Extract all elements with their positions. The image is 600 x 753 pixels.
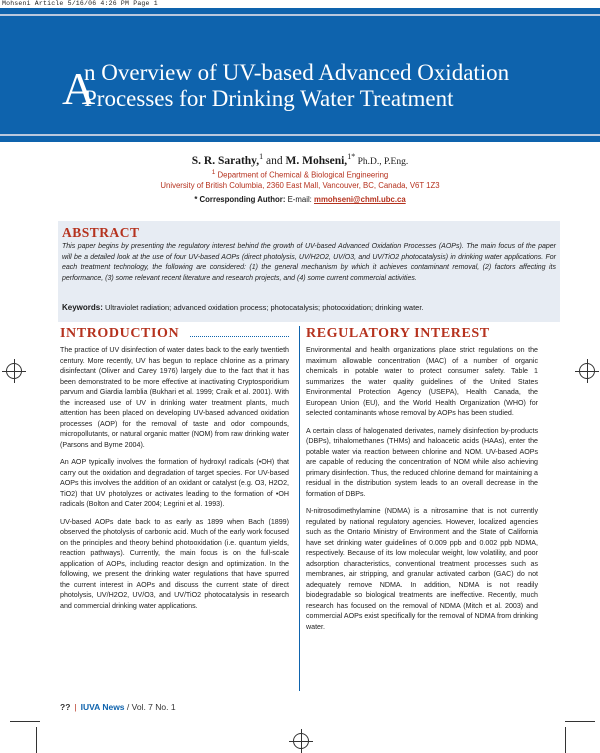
journal-volume: / Vol. 7 No. 1: [124, 702, 176, 712]
registration-mark-left-icon: [6, 363, 22, 379]
author-line: [0, 152, 600, 167]
introduction-paragraph-1: The practice of UV disinfection of water dates back to the early twentieth century. More recently, UV has begun to replace chlorine as a primary disinfectant (Oliver and Carey 1976) largely due to the fact that it has been demonstrated to be more effective at inactivating Cryptosporidium parvum and Giardia lamblia (Bukhari et al. 1999; Craik et al. 2001). With the increased use of UV in drinking water treatment plants, much attention has been placed on developing UV-based advanced oxidation processes (AOP) for the removal of taste and odor compounds, micropollutants, or natural organic matter (NOM) from raw drinking water (Parsons and Byrne 2004).: [60, 346, 289, 449]
title-line-1: n Overview of UV-based Advanced Oxidation: [84, 60, 510, 85]
regulatory-paragraph-2: A certain class of halogenated derivates, namely disinfection by-products (DBPs), trihalomethanes (THMs) and haloacetic acids (HAAs), enter the potable water via reaction between chlorine and NOM. UV-based AOPs are capable of reducing the concentration of NOM while also achieving primary disinfection. Thus, the reduced chlorine demand for maintaining a residual in the distribution system leads to an overall decrease in the formation of DBPs.: [306, 426, 538, 498]
keywords: [62, 303, 556, 312]
regulatory-heading: REGULATORY INTEREST: [306, 326, 490, 341]
author-2: M. Mohseni,: [285, 154, 348, 167]
regulatory-column: [306, 345, 538, 639]
affiliation-department: Department of Chemical & Biological Engineering: [215, 170, 389, 180]
affiliation: [0, 168, 600, 192]
email-link[interactable]: mmohseni@chml.ubc.ca: [314, 195, 406, 204]
corresponding-label: * Corresponding Author:: [194, 195, 286, 204]
page-footer: [60, 702, 176, 712]
affiliation-mark: 1: [211, 169, 216, 176]
crop-mark-icon: [10, 721, 40, 722]
introduction-paragraph-3: UV-based AOPs date back to as early as 1899 when Bach (1899) observed the photolysis of carbonic acid. Much of the early work focused on the principles and theory behind photooxidation (i.e. quantum yields, reaction pathways). Currently, the main focus is on the full-scale application of AOPs, including reactor design and optimization. In the following, we present the drinking water regulations that have spurred the current interest in AOPs and discuss the current state of direct photolysis, UV/H2O2, UV/O3, and UV/TiO2 photocatalysis in research and commercial drinking water applications.: [60, 517, 289, 610]
introduction-column: [60, 345, 289, 618]
email-label: E-mail:: [285, 195, 315, 204]
registration-mark-bottom-icon: [293, 733, 309, 749]
banner-top-rule: [0, 14, 600, 16]
regulatory-paragraph-1: Environmental and health organizations place strict regulations on the maximum allowable concentration (MAC) of a number of organic chemicals in potable water to protect consumer safety. Table 1 summarizes the water quality guidelines of the United States Environmental Protection Agency (USEPA), Health Canada, the European Union (EU), and the World Health Organization (WHO) for selected contaminants whose removal by AOPs has been studied.: [306, 346, 538, 417]
corresponding-author: [0, 195, 600, 204]
footer-separator: |: [74, 702, 77, 712]
abstract-text: This paper begins by presenting the regulatory interest behind the growth of UV-based Advanced Oxidation Processes (AOPs). The main focus of the paper will be a detailed look at the use of four UV-based AOPs (direct photolysis, UV/H2O2, UV/O3, and UV/TiO2 photocatalysis) in drinking water applications. For each treatment technology, the following are considered: (1) the general mechanism by which it achieves contaminant removal, (2) factors affecting its performance, (3) some relevant recent literature and research projects, and (4) some current commercial activities.: [62, 243, 556, 282]
introduction-paragraph-2: An AOP typically involves the formation of hydroxyl radicals (•OH) that carry out the oxidation and degradation of target species. For UV-based AOPs this involves the addition of an oxidant or catalyst (e.g. O3, H2O2, TiO2) that UV photolyzes or activates leading to the formation of •OH radicals (Bolton and Cater 2004; Legrini et al. 1993).: [60, 458, 289, 508]
keywords-label: Keywords:: [62, 303, 103, 312]
introduction-heading-rule: [190, 336, 289, 337]
registration-mark-right-icon: [579, 363, 595, 379]
journal-name: IUVA News: [80, 702, 125, 712]
crop-mark-icon: [36, 727, 37, 753]
title-line-2: Processes for Drinking Water Treatment: [84, 86, 454, 111]
regulatory-paragraph-3: N-nitrosodimethylamine (NDMA) is a nitrosamine that is not currently regulated by national regulatory agencies. However, localized agencies such as the Ontario Ministry of Environment and the State of California have set drinking water guidelines of 0.009 ppb and 0.002 ppb NDMA, respectively. Because of its low molecular weight, low volatility, and poor adsorption characteristics, conventional treatment processes such as membranes, air stripping, and granular activated carbon (GAC) do not adequately remove NDMA. In addition, NDMA is not readily biodegradable so biological treatments are ineffective. Recently, much research has focused on the removal of NDMA (Mitch et al. 2003) and commercial AOPs exist specifically for the removal of NDMA from drinking water.: [306, 507, 538, 631]
author-credentials: Ph.D., P.Eng.: [355, 156, 409, 167]
author-2-affil-mark: 1*: [347, 152, 356, 161]
column-divider: [299, 326, 300, 691]
affiliation-address: University of British Columbia, 2360 East Mall, Vancouver, BC, Canada, V6T 1Z3: [160, 181, 440, 191]
banner-bottom-rule: [0, 134, 600, 136]
introduction-heading: INTRODUCTION: [60, 326, 180, 341]
author-conjunction: and: [263, 154, 286, 167]
page-number: ??: [60, 702, 71, 712]
keywords-text: Ultraviolet radiation; advanced oxidation process; photocatalysis; photooxidation; drinking water.: [102, 303, 424, 312]
crop-mark-icon: [565, 727, 566, 753]
author-1: S. R. Sarathy,: [191, 154, 260, 167]
print-slug: Mohseni Article 5/16/06 4:26 PM Page 1: [2, 0, 158, 7]
crop-mark-icon: [565, 721, 595, 722]
author-1-affil-mark: 1: [259, 152, 264, 161]
title-drop-cap: A: [62, 63, 96, 114]
abstract-heading: ABSTRACT: [62, 225, 140, 240]
